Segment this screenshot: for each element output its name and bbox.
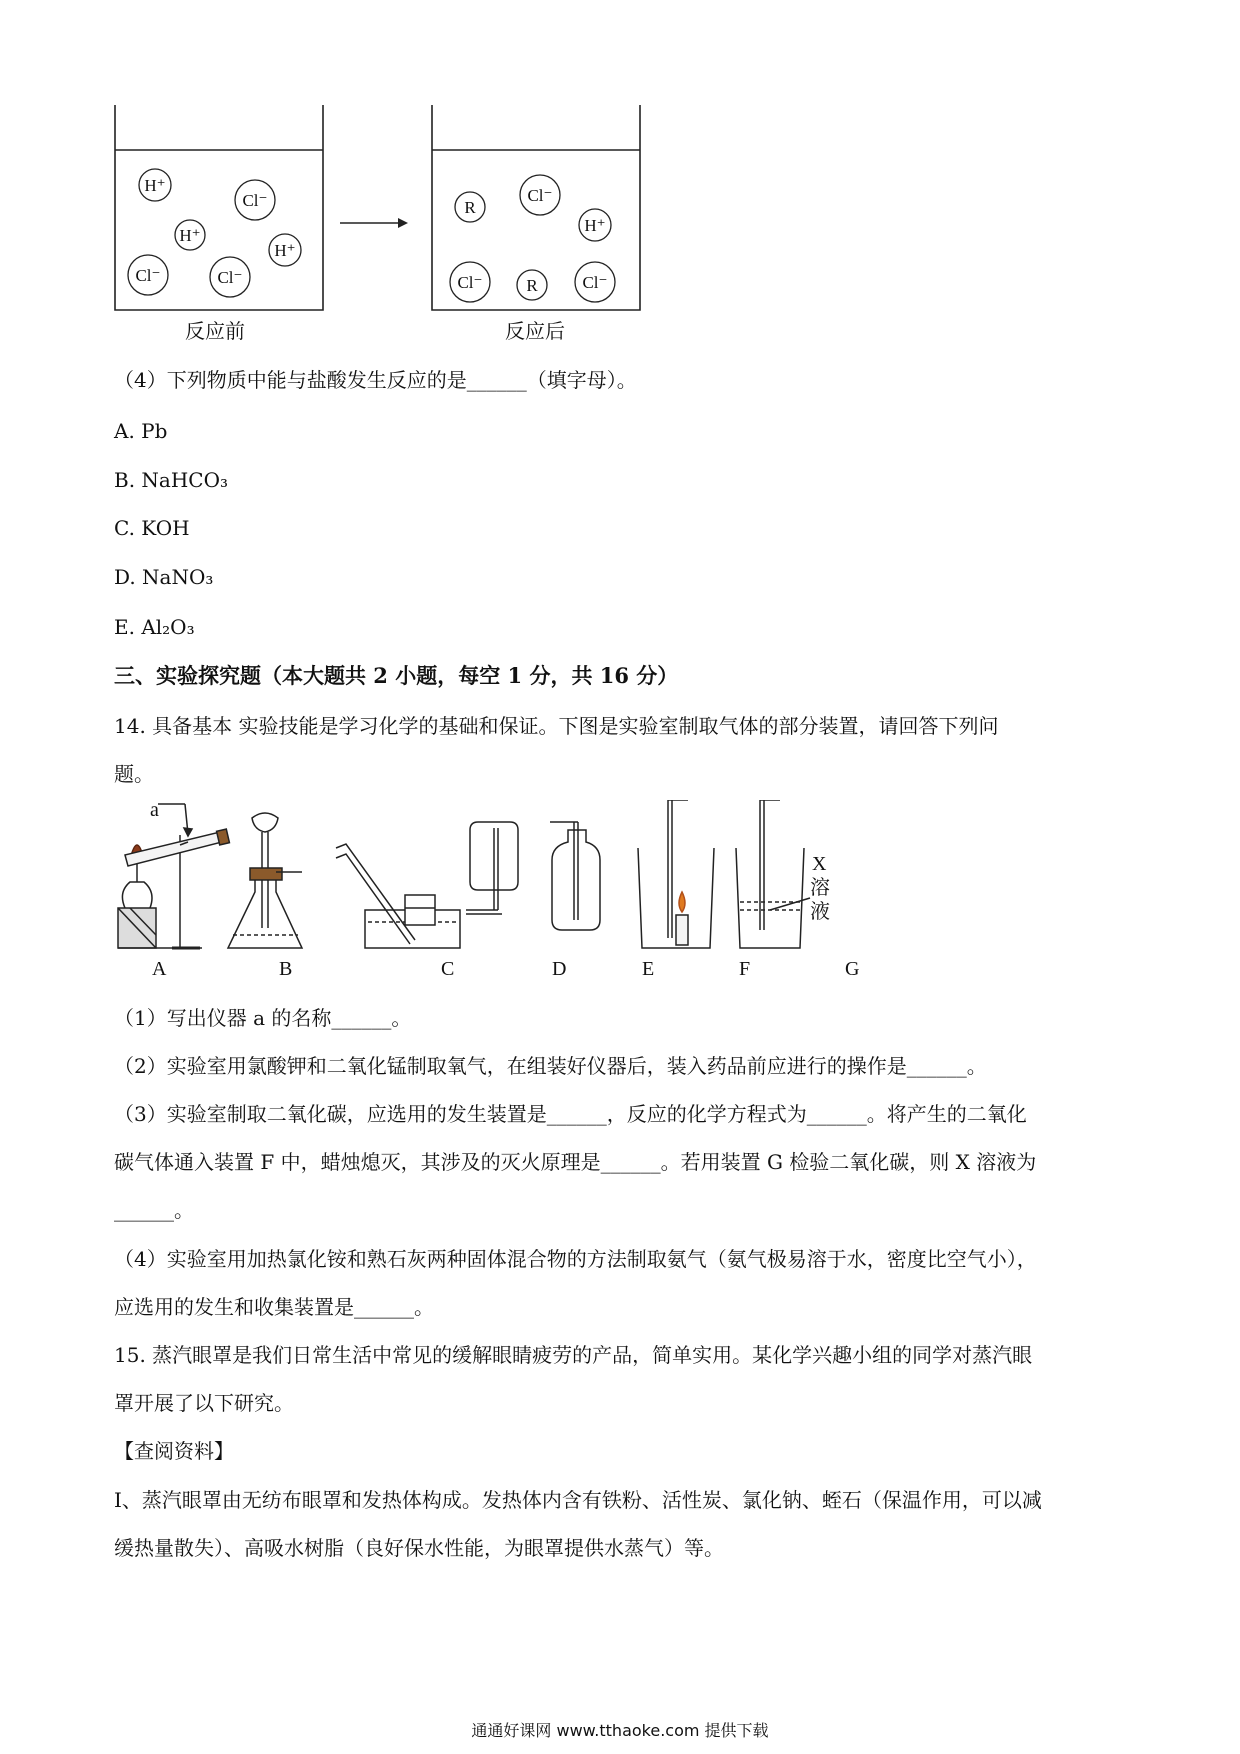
option-e: E. Al₂O₃: [114, 615, 195, 639]
page-footer: 通通好课网 www.tthaoke.com 提供下载: [471, 1721, 769, 1740]
option-a: A. Pb: [114, 419, 168, 443]
q14-sub3-line2: 碳气体通入装置 F 中，蜡烛熄灭，其涉及的灭火原理是______。若用装置 G 检验二氧化碳，则 X 溶液为: [114, 1150, 1037, 1174]
ion-label: H⁺: [584, 216, 606, 235]
ion-label: H⁺: [179, 226, 201, 245]
q13-4-stem: （4）下列物质中能与盐酸发生反应的是______（填字母）。: [114, 368, 637, 392]
ion-label: Cl⁻: [242, 191, 268, 210]
option-d: D. NaNO₃: [114, 565, 214, 589]
apparatus-b: [228, 813, 302, 948]
ion-label: R: [464, 198, 476, 217]
q15-stem-line2: 罩开展了以下研究。: [114, 1391, 294, 1415]
label-x-ye: 液: [810, 901, 830, 923]
ion-label: H⁺: [274, 241, 296, 260]
option-c: C. KOH: [114, 516, 190, 540]
apparatus-label-a: A: [152, 958, 167, 980]
apparatus-label-d: D: [552, 958, 567, 980]
before-label: 反应前: [185, 319, 245, 343]
ion-label: Cl⁻: [582, 273, 608, 292]
apparatus-f: [638, 800, 714, 948]
apparatus-c: [336, 844, 460, 948]
apparatus-label-e: E: [642, 958, 655, 980]
q14-sub1: （1）写出仪器 a 的名称______。: [114, 1006, 412, 1030]
apparatus-label-c: C: [441, 958, 455, 980]
apparatus-figure: [110, 800, 960, 960]
q15-ref1-line1: I、蒸汽眼罩由无纺布眼罩和发热体构成。发热体内含有铁粉、活性炭、氯化钠、蛭石（保温作用，可以减: [114, 1488, 1042, 1512]
ion-label: Cl⁻: [135, 266, 161, 285]
ion-label: Cl⁻: [527, 186, 553, 205]
option-b: B. NaHCO₃: [114, 468, 228, 492]
apparatus-d: [466, 822, 518, 914]
ion-label: R: [526, 276, 538, 295]
apparatus-label-b: B: [279, 958, 293, 980]
apparatus-a: [118, 804, 229, 948]
ion-label: Cl⁻: [217, 268, 243, 287]
q15-ref-heading: 【查阅资料】: [114, 1439, 234, 1463]
label-instrument-a: a: [150, 800, 159, 821]
q14-stem-line1: 14. 具备基本 实验技能是学习化学的基础和保证。下图是实验室制取气体的部分装置，请回答下列问: [114, 714, 999, 738]
ion-label: Cl⁻: [457, 273, 483, 292]
q14-sub4-line2: 应选用的发生和收集装置是______。: [114, 1295, 434, 1319]
q15-ref1-line2: 缓热量散失）、高吸水树脂（良好保水性能，为眼罩提供水蒸气）等。: [114, 1536, 724, 1560]
apparatus-e: [550, 822, 600, 930]
ion-diagram: [110, 105, 660, 345]
q15-stem-line1: 15. 蒸汽眼罩是我们日常生活中常见的缓解眼睛疲劳的产品，简单实用。某化学兴趣小组的同学对蒸汽眼: [114, 1343, 1033, 1367]
q14-sub3-line3: ______。: [114, 1198, 194, 1222]
apparatus-g: [736, 800, 810, 948]
apparatus-label-f: F: [739, 958, 751, 980]
reaction-arrow: [340, 218, 408, 228]
section-heading: 三、实验探究题（本大题共 2 小题，每空 1 分，共 16 分）: [114, 663, 679, 688]
label-x: X: [812, 853, 827, 875]
ion-label: H⁺: [144, 176, 166, 195]
label-x-rong: 溶: [810, 877, 830, 899]
q14-sub2: （2）实验室用氯酸钾和二氧化锰制取氧气，在组装好仪器后，装入药品前应进行的操作是______。: [114, 1054, 987, 1078]
q14-sub3-line1: （3）实验室制取二氧化碳，应选用的发生装置是______，反应的化学方程式为______。将产生的二氧化: [114, 1102, 1027, 1126]
q14-sub4-line1: （4）实验室用加热氯化铵和熟石灰两种固体混合物的方法制取氨气（氨气极易溶于水，密度比空气小），: [114, 1247, 1037, 1271]
q14-stem-line2: 题。: [114, 762, 154, 786]
apparatus-label-g: G: [845, 958, 860, 980]
after-label: 反应后: [505, 319, 565, 343]
